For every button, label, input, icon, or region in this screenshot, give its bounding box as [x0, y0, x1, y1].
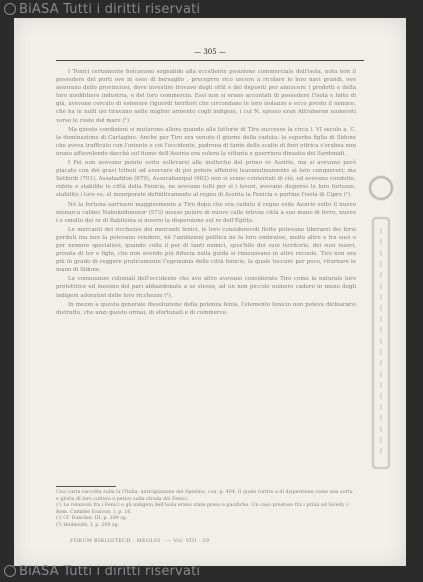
paragraph: I Fei non avevano poiuto sorte sollevarsi alle molteche del primo re Assirio, ma si avevano però piacato con dei gravi tributi ad avervare di poi potere affenirsi leavanulmamente ai loro conquerori; ma Sethirib (701), Assahaddon (679), Assurabanipal (662) non si erano contentati di ciò, ed avevano condotte, ridote e stabilite le città della Fenicia, ne avevano tolti per si i tesori, avevano disperso le loro fortezze, stabilito i loro ve, el inoorporate definitivamente al regno di Assiria la Fenicia e portine l'isola di Cipro (²). — [56, 160, 356, 199]
paragraph: In mezzo a questa generale dissoluzione della potenza fenia, l'elemento fenicio non poteva dichiararsi distrutto, che anzi questo ormai, di sfortunati e di commerce. — [56, 301, 356, 316]
footnote: Una curta raccolta sulla la l'Italia, anticipiazione del Spedino, cou. p. 404. Il quale riattre a di dispersione come una sorta e gloria di loro cultura e pettor sulla strada dei Fenici. — [56, 490, 353, 502]
watermark-bottom-text: BiASA Tutti i diritti riservati — [19, 564, 201, 579]
body-text — [56, 68, 356, 318]
printer-line: FORUM BIBLIOTECH · MEGLIO · — Vol. VIII · 29 — [70, 538, 210, 544]
watermark-top-text: BiASA Tutti i diritti riservati — [19, 2, 201, 17]
paragraph: Né la fortuna sarrisero maggiormente a Tiro dopo che era caduto il regno esile Assirio sotto il nuovo monarca caldeo Nabukodonosor (573) mosso poiuro di nuovo calle intivoe città a suo mano di ferro, nuovo i e smolto dei re di Babilonia si misero la dispersione sul re dell'Egitto. — [56, 201, 356, 224]
watermark-bottom — [4, 564, 200, 579]
paragraph: Le mercanti dei ricchezze dei mercanti fenici, le loro considerevoli flotte potevano tiberarsi dei forzi perduti ma non la potevano vendere, né l'ambizioni politica ne la loro ombratee, molte altre e fra suoi o per nemere specialissi, quando colla il per di tanti nemici, spos'bile dei suoi territorio, dei suoi tesori, privata di tor e fighi, che non avendo più fiducia nella guida si rimenavano in altre recuole. Tiro non ora più in grado di reggere praticamente l'egemonia delle città fenicie, la quale toccare per poco, ritornare le mano di Sidone. — [56, 226, 356, 274]
paragraph: Le comunanze coloniali dell'occidente che avo altro avevano considerato Tiro come la naturale loro protettrice ed inesono del pari abbandonate a se stesse, ad un non piccolo numero cadero in mano degli indigeni adoratori delle loro ricchezze (³). — [56, 276, 356, 299]
header-rule — [56, 60, 364, 61]
library-stamp-watermark — [366, 168, 396, 488]
biasa-logo-icon — [4, 3, 16, 15]
footnote-rule — [56, 486, 116, 487]
footnotes — [56, 490, 356, 530]
page-number-header: — 305 — — [194, 48, 226, 56]
footnote: (²) Cf. Duncker, III, p. 289 sg. — [56, 516, 128, 522]
footnote: (¹) Le relazioni fra i Fenici e gli indigeni dell'Isola erano state preso e pacifiche. Un caso prestoso fra i primi ed Sicedy c. Rem. Cambbe Essicon, I, p. 16. — [56, 503, 351, 515]
stamp-icon — [366, 168, 396, 488]
scanned-page — [14, 18, 406, 566]
paragraph: I Tenici certamente bolcavano sognalido alla eccellente posizione commerciale dell'isola, nota non il possedere dei porti ove in esso di bersaglio , preceprro rico uscere a ricolare le loro navi grandi, ove assorano dello provinciosi, dove investire trovavo degli ottil e dei depositi per annucere i prodotti e della loro medditiere industria, e del loro commercio. Essi non si erano accontati di possedere l'isola e fatto di già, avevano cercato di estenere riguordi territori che circondano le loro isolanze e ecco presto il nemico, che ha le nulli usi tiravano nelle miglior armento cogli indigeni, i cui N. spesso eran Attraberon numeroti verso le coste del mare (¹). — [56, 69, 356, 124]
paragraph: Ma questo condizioni si mutarono allora quando alle fattorie di Tiro successe la circa l. VI secolo a. C. la dominazione di Cartagine. Anche per Tiro era venuto il giorno della caduta: la superba figlia di Sidone che aveva trafficato con l'oriente e coi l'occidente, padrona di tante delle scalte di fiori ettrica s'erabea non erano affievolendo dacchè sul fiume dell'Assiria era sulera la vittoria e guerriera dinastia dei Sardonidi. — [56, 126, 356, 157]
watermark-top — [4, 2, 200, 17]
biasa-logo-icon — [4, 565, 16, 577]
footnote: (³) Heilmeith, I, p. 209 sg. — [56, 522, 120, 528]
